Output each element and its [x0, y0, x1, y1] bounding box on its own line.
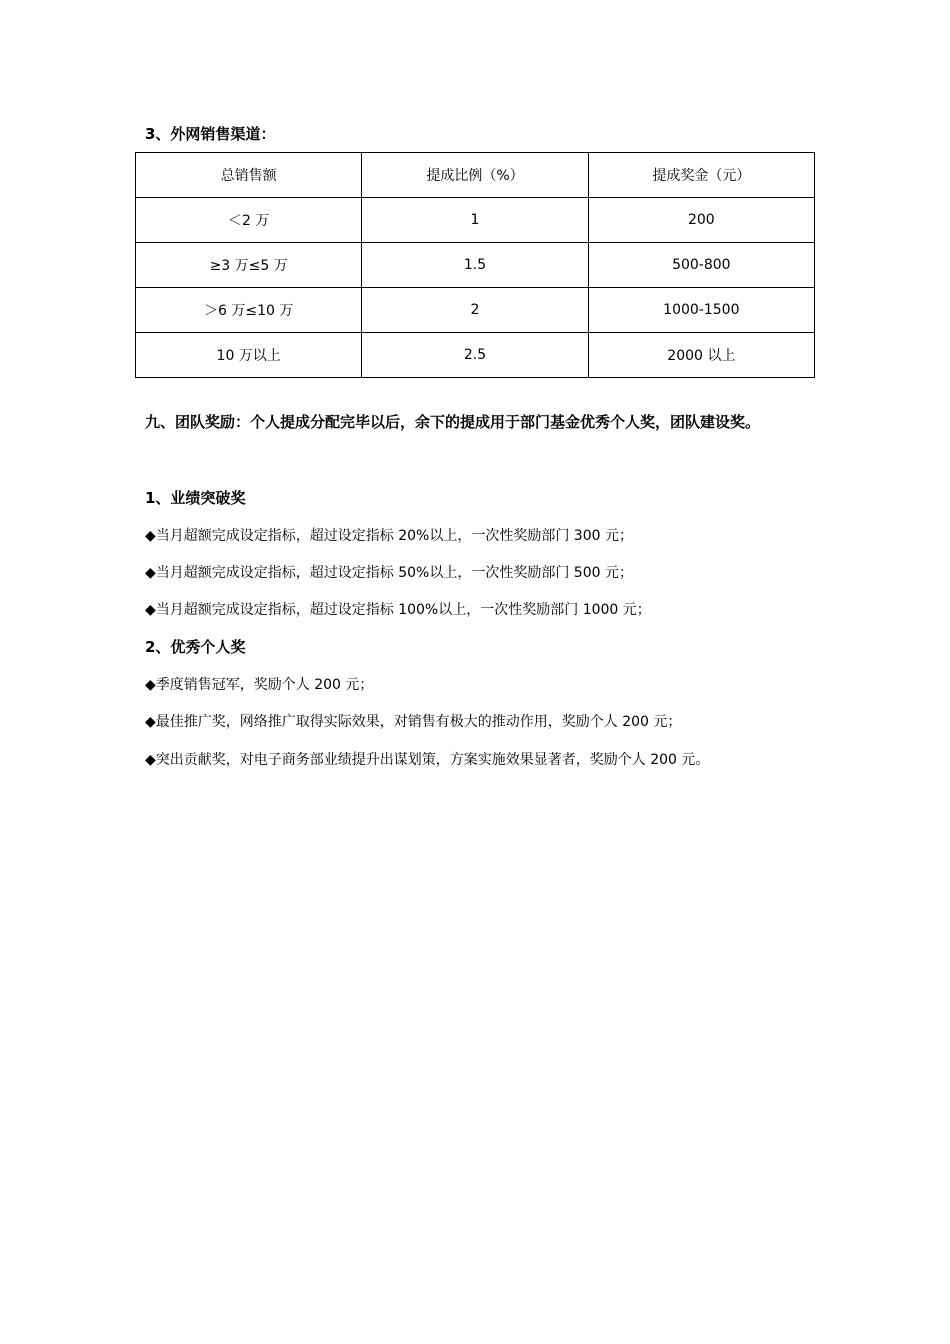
header-cell-commission-rate: 提成比例（%） [362, 153, 588, 198]
header-cell-commission-bonus: 提成奖金（元） [588, 153, 814, 198]
table-cell: ＞6 万≤10 万 [136, 288, 362, 333]
team-award-paragraph: 九、团队奖励：个人提成分配完毕以后，余下的提成用于部门基金优秀个人奖，团队建设奖。 [145, 413, 761, 431]
table-cell: ≥3 万≤5 万 [136, 243, 362, 288]
table-row [136, 243, 815, 288]
table-cell: 1.5 [362, 243, 588, 288]
table-cell: 200 [588, 198, 814, 243]
table-row [136, 333, 815, 378]
table-cell: 1 [362, 198, 588, 243]
section-heading-online-channel: 3、外网销售渠道： [145, 125, 276, 143]
table-row [136, 198, 815, 243]
table-cell: 2 [362, 288, 588, 333]
table-cell: ＜2 万 [136, 198, 362, 243]
performance-award-heading: 1、业绩突破奖 [145, 489, 246, 507]
list-item: ◆当月超额完成设定指标，超过设定指标 20%以上，一次性奖励部门 300 元； [145, 528, 633, 544]
list-item: ◆当月超额完成设定指标，超过设定指标 100%以上，一次性奖励部门 1000 元； [145, 602, 651, 618]
table-row [136, 288, 815, 333]
table-cell: 2.5 [362, 333, 588, 378]
individual-award-heading: 2、优秀个人奖 [145, 638, 246, 656]
header-cell-total-sales: 总销售额 [136, 153, 362, 198]
list-item: ◆季度销售冠军，奖励个人 200 元； [145, 677, 374, 693]
table-cell: 2000 以上 [588, 333, 814, 378]
list-item: ◆当月超额完成设定指标，超过设定指标 50%以上，一次性奖励部门 500 元； [145, 565, 633, 581]
table-cell: 500-800 [588, 243, 814, 288]
table-header-row [136, 153, 815, 198]
commission-table-wrapper [135, 152, 815, 378]
list-item: ◆最佳推广奖，网络推广取得实际效果，对销售有极大的推动作用，奖励个人 200 元； [145, 714, 682, 730]
table-cell: 1000-1500 [588, 288, 814, 333]
table-cell: 10 万以上 [136, 333, 362, 378]
commission-table [135, 152, 815, 378]
list-item: ◆突出贡献奖，对电子商务部业绩提升出谋划策，方案实施效果显著者，奖励个人 200 元。 [145, 752, 710, 768]
